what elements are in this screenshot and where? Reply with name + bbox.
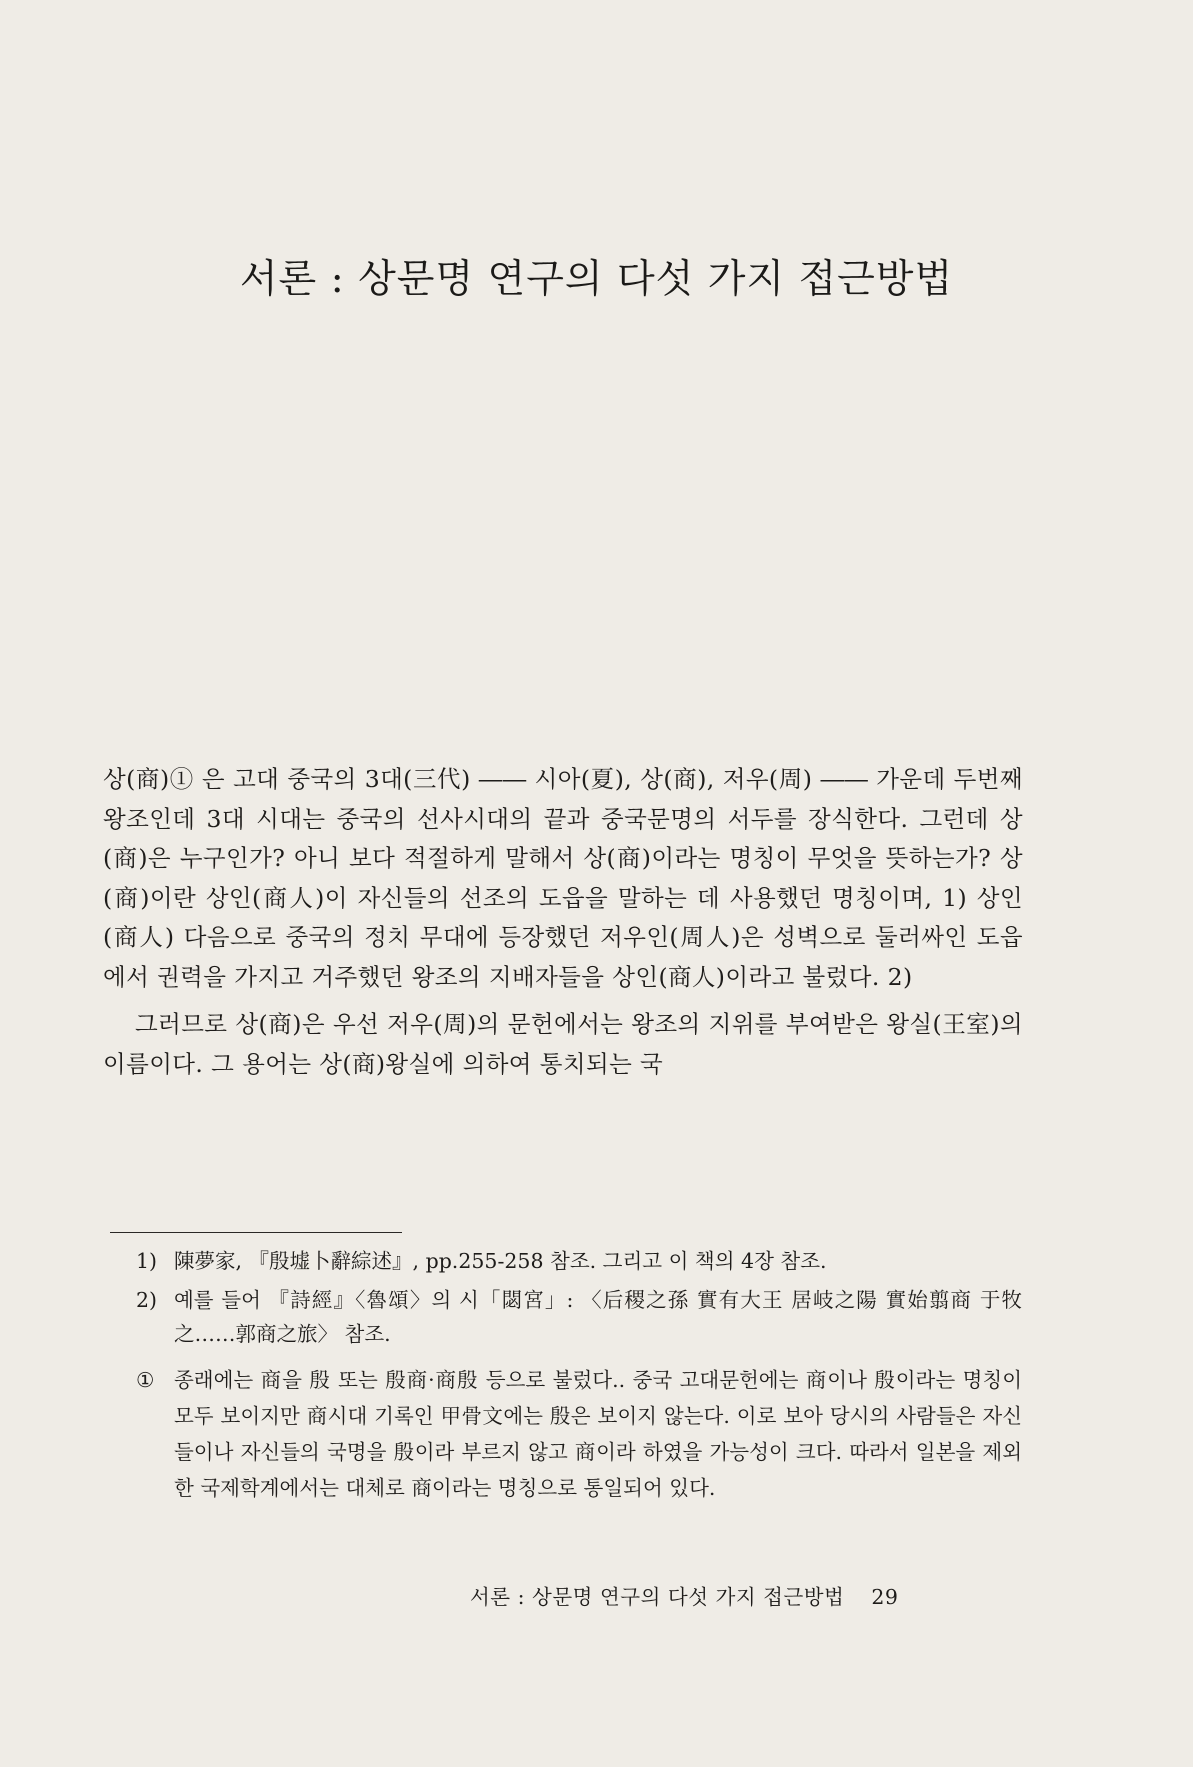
footnote-text: 陳夢家, 『殷墟卜辭綜述』, pp.255-258 참조. 그리고 이 책의 4장 참조. <box>174 1249 827 1273</box>
footnote-text: 예를 들어 『詩經』〈魯頌〉의 시「閟宮」: 〈后稷之孫 實有大王 居岐之陽 實始翦商 于牧之……郭商之旅〉 참조. <box>174 1287 1022 1346</box>
main-text <box>103 760 1023 1084</box>
footnote-number: ① <box>136 1367 155 1392</box>
paragraph-2: 그러므로 상(商)은 우선 저우(周)의 문헌에서는 왕조의 지위를 부여받은 왕실(王室)의 이름이다. 그 용어는 상(商)왕실에 의하여 통치되는 국 <box>103 1010 1023 1078</box>
footnote-1 <box>136 1244 1022 1279</box>
footnote-divider <box>110 1232 402 1233</box>
footnote-2 <box>136 1283 1022 1352</box>
chapter-title: 서론 : 상문명 연구의 다섯 가지 접근방법 <box>239 257 954 302</box>
footnote-text: 종래에는 商을 殷 또는 殷商·商殷 등으로 불렀다.. 중국 고대문헌에는 商이나 殷이라는 명칭이 모두 보이지만 商시대 기록인 甲骨文에는 殷은 보이지 않는다. 이로 보아 당시의 사람들은 자신들이나 자신들의 국명을 殷이라 부르지 않고 商이라 하였을 가능성이 크다. 따라서 일본을 제외한 국제학계에서는 대체로 商이라는 명칭으로 통일되어 있다. <box>174 1367 1022 1500</box>
paragraph-1: 상(商)① 은 고대 중국의 3대(三代) ―― 시아(夏), 상(商), 저우(周) ―― 가운데 두번째 왕조인데 3대 시대는 중국의 선사시대의 끝과 중국문명의 서두를 장식한다. 그런데 상(商)은 누구인가? 아니 보다 적절하게 말해서 상(商)이라는 명칭이 무엇을 뜻하는가? 상(商)이란 상인(商人)이 자신들의 선조의 도읍을 말하는 데 사용했던 명칭이며, 1) 상인(商人) 다음으로 중국의 정치 무대에 등장했던 저우인(周人)은 성벽으로 둘러싸인 도읍에서 권력을 가지고 거주했던 왕조의 지배자들을 상인(商人)이라고 불렀다. 2) <box>103 765 1023 991</box>
footnotes <box>136 1244 1022 1510</box>
footnote-number: 1) <box>136 1249 158 1273</box>
running-title: 서론 : 상문명 연구의 다섯 가지 접근방법 <box>470 1585 845 1609</box>
footnote-circle-1 <box>136 1362 1022 1506</box>
footnote-number: 2) <box>136 1287 158 1312</box>
page-number: 29 <box>871 1585 899 1609</box>
running-footer <box>470 1580 898 1610</box>
